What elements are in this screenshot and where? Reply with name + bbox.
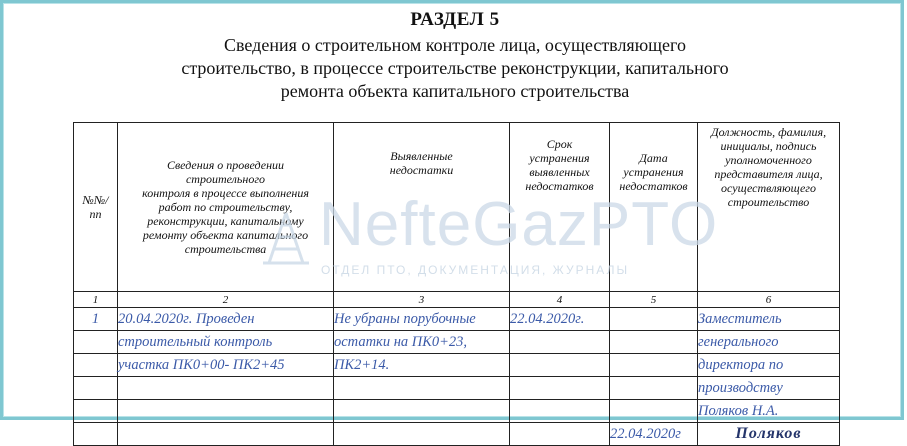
column-header-number: №№/ пп: [74, 123, 118, 292]
table-row: [74, 308, 840, 331]
section-subtitle: [3, 34, 907, 103]
column-number: 4: [510, 292, 610, 308]
subtitle-line: ремонта объекта капитального строительства: [280, 81, 630, 101]
table-row: [74, 331, 840, 354]
column-number: 6: [698, 292, 840, 308]
table-cell: [510, 400, 610, 423]
table-cell: [610, 400, 698, 423]
column-header-fix-date: Дата устранения недостатков: [610, 123, 698, 292]
section-title: РАЗДЕЛ 5: [410, 9, 500, 30]
table-row: [74, 423, 840, 446]
watermark-tagline: ОТДЕЛ ПТО, ДОКУМЕНТАЦИЯ, ЖУРНАЛЫ: [321, 263, 630, 277]
table-cell: производству: [698, 377, 840, 400]
table-cell: ПК2+14.: [334, 354, 510, 377]
column-header-control-info: Сведения о проведении строительного контроля в процессе выполнения работ по строительству, реконструкции, капитальному ремонту объекта капитального строительства: [118, 123, 334, 292]
table-cell: [74, 354, 118, 377]
table-cell: генерального: [698, 331, 840, 354]
column-header-representative: Должность, фамилия, инициалы, подпись уполномоченного представителя лица, осуществляющего строительство: [698, 123, 840, 292]
table-cell: [610, 377, 698, 400]
table-cell: Заместитель: [698, 308, 840, 331]
table-cell: [118, 423, 334, 446]
table-header-row: [74, 123, 840, 292]
table-cell: Поляков Н.А.: [698, 400, 840, 423]
table-row: [74, 377, 840, 400]
table-cell: Не убраны порубочные: [334, 308, 510, 331]
table-cell: [610, 354, 698, 377]
table-cell: [334, 377, 510, 400]
table-cell: остатки на ПК0+23,: [334, 331, 510, 354]
watermark-brand: NefteGazPTO: [319, 190, 719, 259]
table-cell: [118, 377, 334, 400]
column-number: 1: [74, 292, 118, 308]
table-cell: участка ПК0+00- ПК2+45: [118, 354, 334, 377]
signature: Поляков: [735, 425, 802, 442]
table-cell: [610, 331, 698, 354]
table-cell: [74, 377, 118, 400]
table-cell: [334, 423, 510, 446]
table-cell: [334, 400, 510, 423]
subtitle-line: Сведения о строительном контроле лица, осуществляющего: [224, 35, 686, 55]
table-cell: строительный контроль: [118, 331, 334, 354]
column-number: 3: [334, 292, 510, 308]
column-number: 2: [118, 292, 334, 308]
column-header-defects: Выявленные недостатки: [334, 123, 510, 292]
table-cell: [510, 377, 610, 400]
table-cell: директора по: [698, 354, 840, 377]
table-cell: 22.04.2020г.: [510, 308, 610, 331]
subtitle-line: строительство, в процессе строительстве реконструкции, капитального: [181, 58, 729, 78]
table-cell: [74, 331, 118, 354]
table-cell: 20.04.2020г. Проведен: [118, 308, 334, 331]
column-header-deadline: Срок устранения выявленных недостатков: [510, 123, 610, 292]
column-number: 5: [610, 292, 698, 308]
table-cell: [698, 423, 840, 446]
table-cell: 22.04.2020г: [610, 423, 698, 446]
table-cell: [610, 308, 698, 331]
column-number-row: [74, 292, 840, 308]
table-cell: [118, 400, 334, 423]
table-row: [74, 354, 840, 377]
table-cell: [510, 354, 610, 377]
table-row: [74, 400, 840, 423]
table-cell: [74, 423, 118, 446]
control-table: [73, 122, 840, 446]
table-cell: 1: [74, 308, 118, 331]
table-cell: [74, 400, 118, 423]
table-cell: [510, 423, 610, 446]
table-cell: [510, 331, 610, 354]
